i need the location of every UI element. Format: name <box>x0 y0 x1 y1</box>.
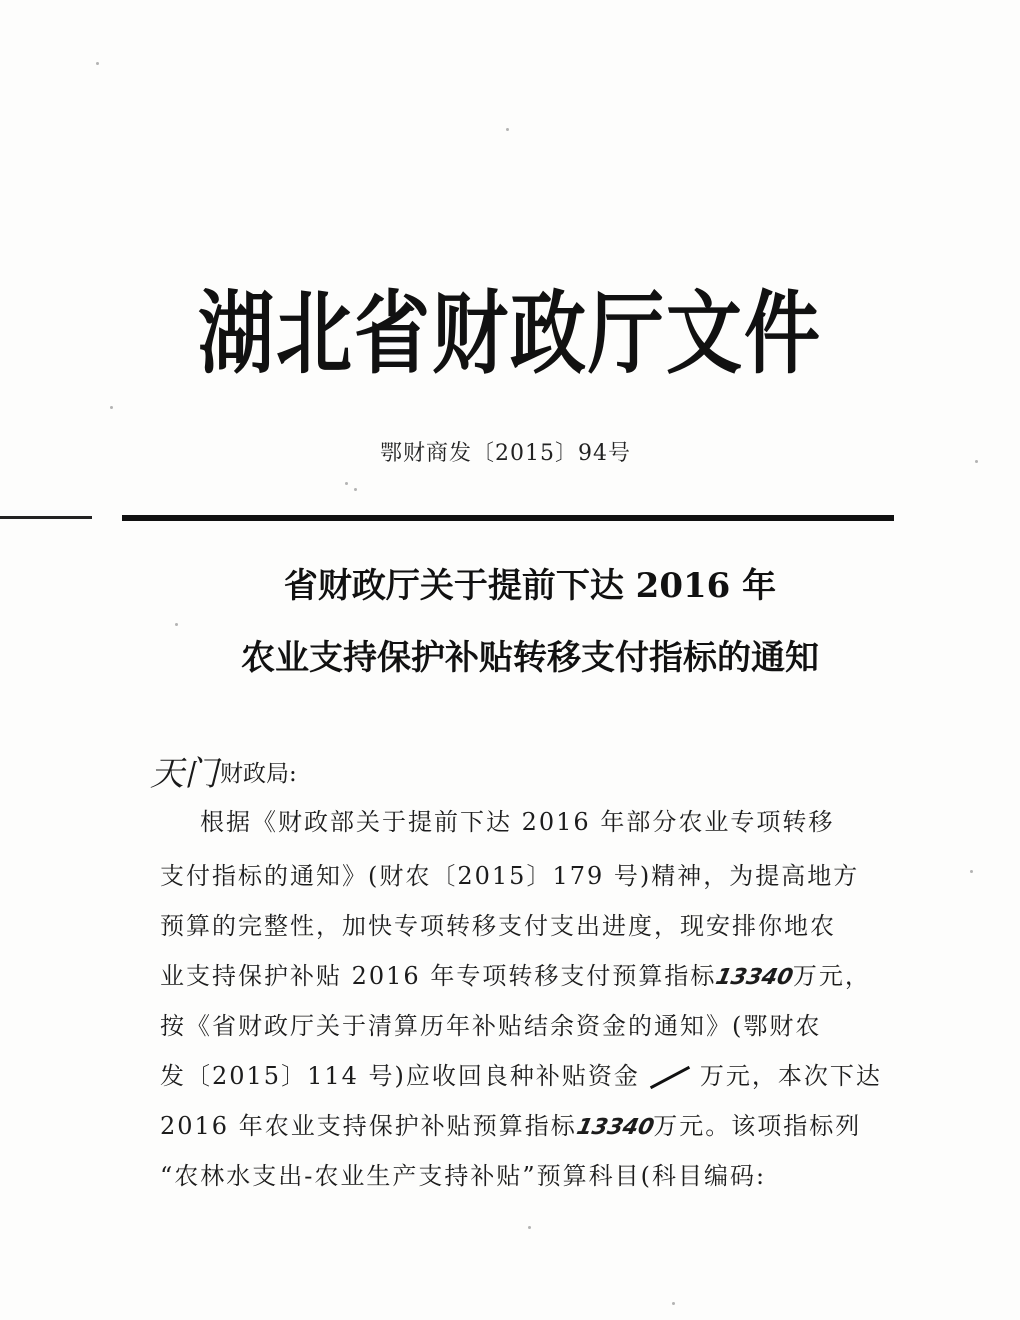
body-line-4-text: 业支持保护补贴 2016 年专项转移支付预算指标 <box>160 962 717 990</box>
handwritten-amount: 13340 <box>574 1115 656 1140</box>
scan-speck <box>96 62 99 65</box>
body-line-1: 根据《财政部关于提前下达 2016 年部分农业专项转移 <box>200 808 835 836</box>
scan-speck <box>110 406 113 409</box>
subject-line-2: 农业支持保护补贴转移支付指标的通知 <box>241 638 819 678</box>
body-line-7 <box>160 1106 880 1141</box>
addressee-suffix: 财政局: <box>220 761 297 787</box>
margin-mark <box>0 516 92 519</box>
scan-speck <box>506 128 509 131</box>
body-line-6 <box>160 1056 880 1091</box>
addressee <box>150 742 297 794</box>
document-header-title: 湖北省财政厅文件 <box>198 280 822 386</box>
body-line-3: 预算的完整性，加快专项转移支付支出进度，现安排你地农 <box>160 912 836 940</box>
scan-speck <box>672 1302 675 1305</box>
scan-speck <box>528 1226 531 1229</box>
document-number: 鄂财商发〔2015〕94号 <box>380 441 631 466</box>
handwritten-dash-mark <box>650 1066 690 1089</box>
scan-speck <box>970 870 973 873</box>
header-divider <box>122 515 894 521</box>
body-line-8: “农林水支出-农业生产支持补贴”预算科目(科目编码: <box>160 1162 767 1190</box>
body-line-6-unit: 万元，本次下达 <box>699 1062 882 1090</box>
body-line-7-unit: 万元。该项指标列 <box>653 1112 862 1140</box>
body-line-4-unit: 万元， <box>792 962 871 990</box>
body-line-5: 按《省财政厅关于清算历年补贴结余资金的通知》(鄂财农 <box>160 1012 822 1040</box>
body-line-6-text: 发〔2015〕114 号)应收回良种补贴资金 <box>160 1062 640 1090</box>
scan-speck <box>975 460 978 463</box>
body-line-2: 支付指标的通知》(财农〔2015〕179 号)精神，为提高地方 <box>160 862 860 890</box>
scan-speck <box>345 482 348 485</box>
scan-speck <box>354 488 357 491</box>
body-line-7-text: 2016 年农业支持保护补贴预算指标 <box>160 1112 577 1140</box>
addressee-handwritten: 天门 <box>150 754 218 794</box>
body-line-4 <box>160 956 880 991</box>
subject-line-1: 省财政厅关于提前下达 2016 年 <box>283 566 777 606</box>
handwritten-amount: 13340 <box>713 965 796 990</box>
scan-speck <box>175 623 178 626</box>
